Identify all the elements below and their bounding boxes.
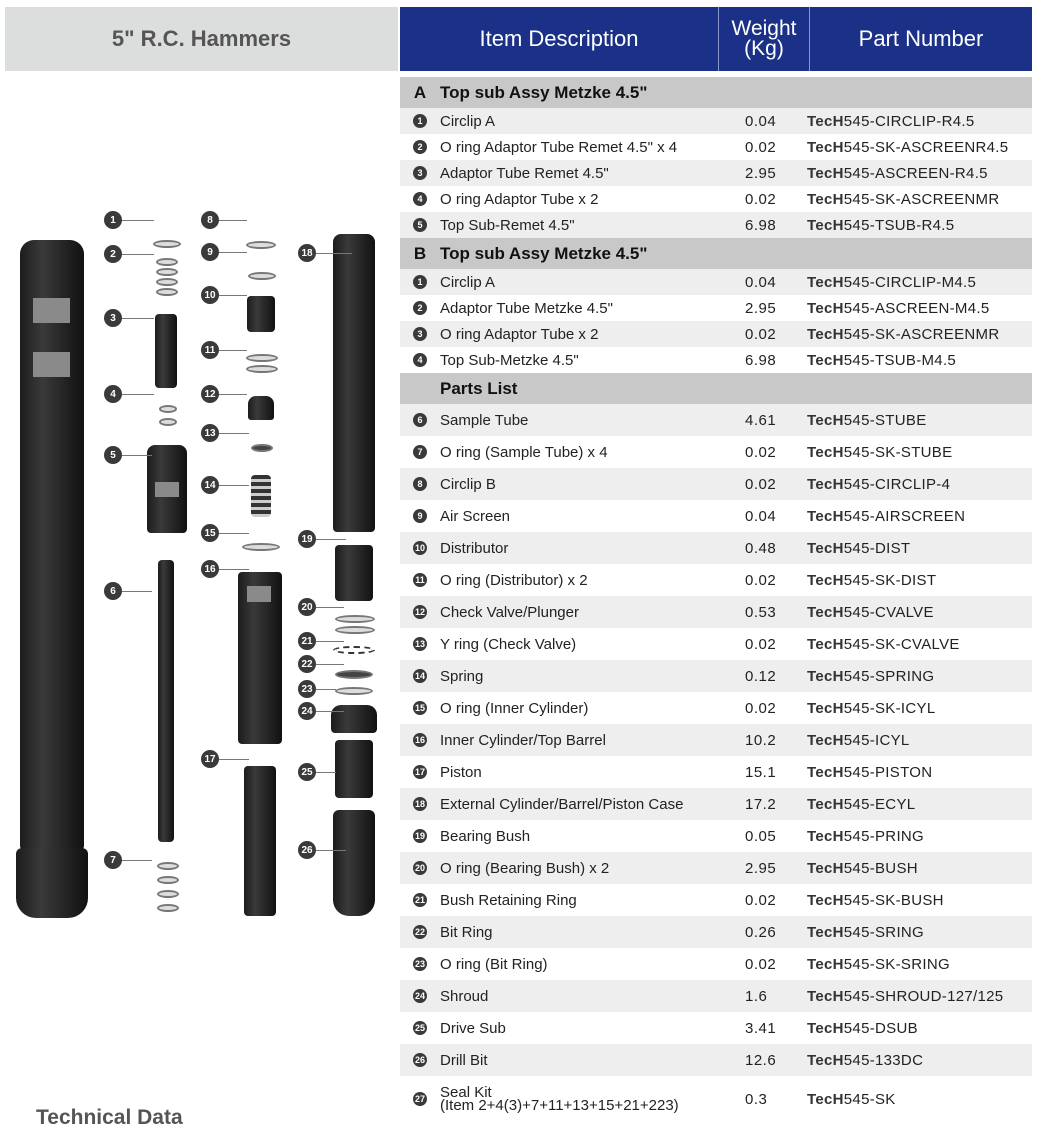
leader-line bbox=[219, 533, 249, 534]
table-header bbox=[400, 7, 1032, 71]
item-part-number: TecH545-133DC bbox=[807, 1051, 924, 1069]
item-weight: 0.02 bbox=[745, 475, 777, 493]
item-weight: 0.04 bbox=[745, 273, 777, 291]
section-letter: B bbox=[413, 243, 427, 263]
part-11-oring bbox=[246, 354, 278, 362]
item-number-badge: 25 bbox=[414, 1023, 425, 1033]
table-row bbox=[400, 820, 1032, 852]
leader-line bbox=[219, 394, 247, 395]
table-row bbox=[400, 269, 1032, 295]
part-17-piston bbox=[244, 766, 276, 916]
item-weight: 0.04 bbox=[745, 507, 777, 525]
callout-15: 15 bbox=[201, 524, 219, 542]
item-weight: 17.2 bbox=[745, 795, 777, 813]
header-weight bbox=[718, 7, 810, 71]
item-description: Spring bbox=[440, 667, 484, 685]
part-7-oring bbox=[157, 876, 179, 884]
item-part-number: TecH545-SK-ASCREENMR bbox=[807, 190, 1000, 208]
callout-11: 11 bbox=[201, 341, 219, 359]
item-weight: 0.3 bbox=[745, 1090, 768, 1108]
item-part-number: TecH545-PRING bbox=[807, 827, 925, 845]
leader-line bbox=[122, 591, 152, 592]
item-number-badge: 23 bbox=[414, 959, 425, 969]
item-weight: 0.48 bbox=[745, 539, 777, 557]
callout-3: 3 bbox=[104, 309, 122, 327]
leader-line bbox=[316, 253, 352, 254]
part-4-oring bbox=[159, 405, 177, 413]
page-title: 5" R.C. Hammers bbox=[5, 7, 398, 71]
part-4-oring bbox=[159, 418, 177, 426]
callout-20: 20 bbox=[298, 598, 316, 616]
leader-line bbox=[122, 394, 154, 395]
callout-5: 5 bbox=[104, 446, 122, 464]
item-description: Top Sub-Remet 4.5" bbox=[440, 216, 575, 234]
table-row bbox=[400, 134, 1032, 160]
section-header-a bbox=[400, 77, 1032, 108]
header-item-description: Item Description bbox=[479, 26, 639, 51]
item-description: Inner Cylinder/Top Barrel bbox=[440, 731, 606, 749]
assembled-hammer-bit bbox=[16, 848, 88, 918]
item-part-number: TecH545-CIRCLIP-R4.5 bbox=[807, 112, 975, 130]
item-number-badge: 8 bbox=[413, 477, 427, 491]
part-21-bush-retaining-ring bbox=[333, 646, 375, 654]
item-number-badge: 7 bbox=[413, 445, 427, 459]
part-7-oring bbox=[157, 890, 179, 898]
table-row bbox=[400, 1044, 1032, 1076]
item-number-badge: 1 bbox=[413, 275, 427, 289]
callout-13: 13 bbox=[201, 424, 219, 442]
item-description: O ring (Bearing Bush) x 2 bbox=[440, 859, 610, 877]
item-part-number: TecH545-CVALVE bbox=[807, 603, 934, 621]
part-1-circlip bbox=[153, 240, 181, 248]
leader-line bbox=[219, 295, 247, 296]
section-title: Parts List bbox=[440, 378, 518, 398]
callout-18: 18 bbox=[298, 244, 316, 262]
leader-line bbox=[122, 220, 154, 221]
table-row bbox=[400, 884, 1032, 916]
table-row bbox=[400, 788, 1032, 820]
part-19-bearing-bush bbox=[335, 545, 373, 601]
table-row bbox=[400, 980, 1032, 1012]
item-part-number: TecH545-DIST bbox=[807, 539, 911, 557]
callout-2: 2 bbox=[104, 245, 122, 263]
item-part-number: TecH545-CIRCLIP-M4.5 bbox=[807, 273, 977, 291]
leader-line bbox=[122, 318, 154, 319]
callout-17: 17 bbox=[201, 750, 219, 768]
part-22-bit-ring bbox=[335, 670, 373, 679]
leader-line bbox=[219, 569, 249, 570]
table-row bbox=[400, 948, 1032, 980]
item-weight: 4.61 bbox=[745, 411, 777, 429]
item-description: Adaptor Tube Remet 4.5" bbox=[440, 164, 609, 182]
item-weight: 6.98 bbox=[745, 216, 777, 234]
item-number-badge: 3 bbox=[413, 166, 427, 180]
item-number-badge: 6 bbox=[413, 413, 427, 427]
item-description: O ring (Sample Tube) x 4 bbox=[440, 443, 608, 461]
item-description: Air Screen bbox=[440, 507, 511, 525]
item-description: Bush Retaining Ring bbox=[440, 891, 577, 909]
part-7-oring bbox=[157, 862, 179, 870]
item-description: Drive Sub bbox=[440, 1019, 506, 1037]
item-part-number: TecH545-CIRCLIP-4 bbox=[807, 475, 951, 493]
item-number-badge: 16 bbox=[414, 735, 425, 745]
table-row bbox=[400, 108, 1032, 134]
item-description: O ring (Bit Ring) bbox=[440, 955, 548, 973]
callout-8: 8 bbox=[201, 211, 219, 229]
leader-line bbox=[122, 254, 154, 255]
table-row bbox=[400, 436, 1032, 468]
table-row bbox=[400, 564, 1032, 596]
item-part-number: TecH545-SK-BUSH bbox=[807, 891, 944, 909]
table-row bbox=[400, 692, 1032, 724]
table-row bbox=[400, 500, 1032, 532]
item-weight: 6.98 bbox=[745, 351, 777, 369]
item-weight: 2.95 bbox=[745, 164, 777, 182]
leader-line bbox=[219, 485, 249, 486]
item-part-number: TecH545-SK-ASCREENR4.5 bbox=[807, 138, 1009, 156]
item-part-number: TecH545-SK-CVALVE bbox=[807, 635, 960, 653]
item-description: Bit Ring bbox=[440, 923, 493, 941]
item-description: External Cylinder/Barrel/Piston Case bbox=[440, 795, 684, 813]
callout-10: 10 bbox=[201, 286, 219, 304]
item-description: Y ring (Check Valve) bbox=[440, 635, 577, 653]
item-weight: 0.26 bbox=[745, 923, 777, 941]
callout-9: 9 bbox=[201, 243, 219, 261]
item-number-badge: 22 bbox=[414, 927, 425, 937]
part-2-oring bbox=[156, 288, 178, 296]
header-weight-label: Weight bbox=[731, 17, 797, 40]
part-3-adaptor-tube bbox=[155, 314, 177, 388]
table-row bbox=[400, 724, 1032, 756]
table-row bbox=[400, 212, 1032, 238]
item-number-badge: 4 bbox=[413, 192, 427, 206]
item-part-number: TecH545-ECYL bbox=[807, 795, 916, 813]
callout-1: 1 bbox=[104, 211, 122, 229]
table-row bbox=[400, 628, 1032, 660]
exploded-hammer-diagram bbox=[0, 200, 398, 930]
part-8-circlip bbox=[246, 241, 276, 249]
part-20-oring bbox=[335, 626, 375, 634]
section-letter: A bbox=[413, 82, 427, 102]
parts-table bbox=[400, 7, 1032, 1122]
item-part-number: TecH545-SK-SRING bbox=[807, 955, 950, 973]
item-weight: 0.04 bbox=[745, 112, 777, 130]
item-part-number: TecH545-PISTON bbox=[807, 763, 933, 781]
callout-6: 6 bbox=[104, 582, 122, 600]
item-number-badge: 13 bbox=[414, 639, 425, 649]
part-24-shroud bbox=[331, 705, 377, 733]
part-14-spring bbox=[251, 475, 271, 517]
item-number-badge: 3 bbox=[413, 327, 427, 341]
item-description: Circlip B bbox=[440, 475, 496, 493]
part-25-drive-sub bbox=[335, 740, 373, 798]
callout-25: 25 bbox=[298, 763, 316, 781]
item-weight: 0.02 bbox=[745, 635, 777, 653]
item-weight: 0.02 bbox=[745, 891, 777, 909]
table-row bbox=[400, 404, 1032, 436]
leader-line bbox=[316, 641, 344, 642]
item-part-number: TecH545-SK-DIST bbox=[807, 571, 937, 589]
table-row bbox=[400, 660, 1032, 692]
part-7-oring bbox=[157, 904, 179, 912]
item-weight: 0.02 bbox=[745, 325, 777, 343]
leader-line bbox=[219, 433, 249, 434]
item-number-badge: 21 bbox=[414, 895, 425, 905]
item-description: Seal Kit (Item 2+4(3)+7+11+13+15+21+223) bbox=[440, 1084, 679, 1114]
part-6-sample-tube bbox=[158, 560, 174, 842]
item-part-number: TecH545-TSUB-R4.5 bbox=[807, 216, 955, 234]
callout-14: 14 bbox=[201, 476, 219, 494]
leader-line bbox=[316, 850, 346, 851]
part-2-oring bbox=[156, 278, 178, 286]
part-20-oring bbox=[335, 615, 375, 623]
part-9-air-screen bbox=[248, 272, 276, 280]
top-sub-label-plate bbox=[155, 482, 179, 497]
table-row bbox=[400, 596, 1032, 628]
item-description: O ring Adaptor Tube Remet 4.5" x 4 bbox=[440, 138, 678, 156]
item-part-number: TecH545-SK-ASCREENMR bbox=[807, 325, 1000, 343]
item-description: Distributor bbox=[440, 539, 509, 557]
leader-line bbox=[316, 711, 344, 712]
item-description: O ring (Inner Cylinder) bbox=[440, 699, 589, 717]
leader-line bbox=[316, 772, 336, 773]
technical-data-heading: Technical Data bbox=[36, 1106, 183, 1129]
item-description: Sample Tube bbox=[440, 411, 529, 429]
inner-cylinder-label-plate bbox=[247, 586, 271, 602]
callout-16: 16 bbox=[201, 560, 219, 578]
item-weight: 0.02 bbox=[745, 699, 777, 717]
leader-line bbox=[316, 539, 346, 540]
item-weight: 10.2 bbox=[745, 731, 777, 749]
part-12-check-valve bbox=[248, 396, 274, 420]
item-number-badge: 5 bbox=[413, 218, 427, 232]
item-description: Adaptor Tube Metzke 4.5" bbox=[440, 299, 613, 317]
callout-12: 12 bbox=[201, 385, 219, 403]
item-weight: 2.95 bbox=[745, 299, 777, 317]
part-11-oring bbox=[246, 365, 278, 373]
hammer-label-plate bbox=[33, 298, 70, 323]
item-number-badge: 17 bbox=[414, 767, 425, 777]
part-18-external-cylinder bbox=[333, 234, 375, 532]
item-part-number: TecH545-ICYL bbox=[807, 731, 910, 749]
item-part-number: TecH545-ASCREEN-M4.5 bbox=[807, 299, 990, 317]
table-row bbox=[400, 160, 1032, 186]
item-number-badge: 24 bbox=[414, 991, 425, 1001]
item-number-badge: 2 bbox=[413, 301, 427, 315]
callout-21: 21 bbox=[298, 632, 316, 650]
item-number-badge: 12 bbox=[414, 607, 425, 617]
part-13-y-ring bbox=[251, 444, 273, 452]
part-2-oring bbox=[156, 258, 178, 266]
part-2-oring bbox=[156, 268, 178, 276]
assembled-hammer-image bbox=[20, 240, 84, 850]
item-weight: 0.02 bbox=[745, 443, 777, 461]
item-weight: 0.02 bbox=[745, 138, 777, 156]
item-description: Shroud bbox=[440, 987, 489, 1005]
leader-line bbox=[219, 252, 247, 253]
table-row bbox=[400, 295, 1032, 321]
leader-line bbox=[219, 220, 247, 221]
item-weight: 0.02 bbox=[745, 955, 777, 973]
item-description: Top Sub-Metzke 4.5" bbox=[440, 351, 579, 369]
item-description: Circlip A bbox=[440, 273, 496, 291]
item-number-badge: 2 bbox=[413, 140, 427, 154]
section-header-parts-list bbox=[400, 373, 1032, 404]
leader-line bbox=[316, 689, 336, 690]
item-part-number: TecH545-STUBE bbox=[807, 411, 927, 429]
item-description: O ring Adaptor Tube x 2 bbox=[440, 325, 599, 343]
item-number-badge: 1 bbox=[413, 114, 427, 128]
item-part-number: TecH545-SK bbox=[807, 1090, 896, 1108]
item-number-badge: 4 bbox=[413, 353, 427, 367]
item-weight: 1.6 bbox=[745, 987, 768, 1005]
header-part-number: Part Number bbox=[858, 26, 984, 51]
table-row bbox=[400, 852, 1032, 884]
callout-4: 4 bbox=[104, 385, 122, 403]
item-number-badge: 15 bbox=[414, 703, 425, 713]
hammer-label-plate bbox=[33, 352, 70, 377]
item-part-number: TecH545-TSUB-M4.5 bbox=[807, 351, 957, 369]
callout-22: 22 bbox=[298, 655, 316, 673]
item-weight: 0.02 bbox=[745, 190, 777, 208]
item-weight: 0.05 bbox=[745, 827, 777, 845]
item-description: Bearing Bush bbox=[440, 827, 531, 845]
table-row bbox=[400, 1012, 1032, 1044]
item-description: Check Valve/Plunger bbox=[440, 603, 579, 621]
item-number-badge: 19 bbox=[414, 831, 425, 841]
item-part-number: TecH545-SHROUD-127/125 bbox=[807, 987, 1004, 1005]
leader-line bbox=[316, 607, 344, 608]
item-number-badge: 26 bbox=[414, 1055, 425, 1065]
leader-line bbox=[122, 455, 152, 456]
part-15-oring bbox=[242, 543, 280, 551]
callout-24: 24 bbox=[298, 702, 316, 720]
item-part-number: TecH545-DSUB bbox=[807, 1019, 918, 1037]
item-weight: 12.6 bbox=[745, 1051, 777, 1069]
table-row bbox=[400, 468, 1032, 500]
item-weight: 15.1 bbox=[745, 763, 777, 781]
item-part-number: TecH545-ASCREEN-R4.5 bbox=[807, 164, 988, 182]
section-header-b bbox=[400, 238, 1032, 269]
part-23-oring bbox=[335, 687, 373, 695]
callout-7: 7 bbox=[104, 851, 122, 869]
item-part-number: TecH545-SPRING bbox=[807, 667, 935, 685]
part-10-distributor bbox=[247, 296, 275, 332]
leader-line bbox=[219, 350, 247, 351]
item-description: Drill Bit bbox=[440, 1051, 488, 1069]
item-description: O ring Adaptor Tube x 2 bbox=[440, 190, 599, 208]
section-title: Top sub Assy Metzke 4.5" bbox=[440, 243, 648, 263]
item-number-badge: 27 bbox=[413, 1092, 427, 1106]
item-part-number: TecH545-SRING bbox=[807, 923, 925, 941]
item-weight: 0.02 bbox=[745, 571, 777, 589]
callout-19: 19 bbox=[298, 530, 316, 548]
item-weight: 2.95 bbox=[745, 859, 777, 877]
table-row bbox=[400, 321, 1032, 347]
item-number-badge: 10 bbox=[414, 543, 425, 553]
table-row bbox=[400, 186, 1032, 212]
table-row-seal-kit bbox=[400, 1076, 1032, 1122]
item-number-badge: 14 bbox=[414, 671, 425, 681]
table-row bbox=[400, 532, 1032, 564]
item-part-number: TecH545-AIRSCREEN bbox=[807, 507, 966, 525]
table-row bbox=[400, 756, 1032, 788]
part-26-drill-bit bbox=[333, 810, 375, 916]
item-description: O ring (Distributor) x 2 bbox=[440, 571, 588, 589]
leader-line bbox=[219, 759, 249, 760]
header-weight-unit: (Kg) bbox=[744, 37, 784, 60]
item-part-number: TecH545-SK-ICYL bbox=[807, 699, 936, 717]
item-description: Circlip A bbox=[440, 112, 496, 130]
item-number-badge: 9 bbox=[413, 509, 427, 523]
item-description: Piston bbox=[440, 763, 482, 781]
item-part-number: TecH545-BUSH bbox=[807, 859, 918, 877]
item-weight: 3.41 bbox=[745, 1019, 777, 1037]
leader-line bbox=[316, 664, 344, 665]
table-row bbox=[400, 916, 1032, 948]
leader-line bbox=[122, 860, 152, 861]
item-number-badge: 20 bbox=[414, 863, 425, 873]
item-weight: 0.53 bbox=[745, 603, 777, 621]
item-weight: 0.12 bbox=[745, 667, 777, 685]
section-title: Top sub Assy Metzke 4.5" bbox=[440, 82, 648, 102]
item-number-badge: 18 bbox=[414, 799, 425, 809]
callout-26: 26 bbox=[298, 841, 316, 859]
callout-23: 23 bbox=[298, 680, 316, 698]
item-number-badge: 11 bbox=[413, 573, 427, 587]
item-part-number: TecH545-SK-STUBE bbox=[807, 443, 953, 461]
table-row bbox=[400, 347, 1032, 373]
